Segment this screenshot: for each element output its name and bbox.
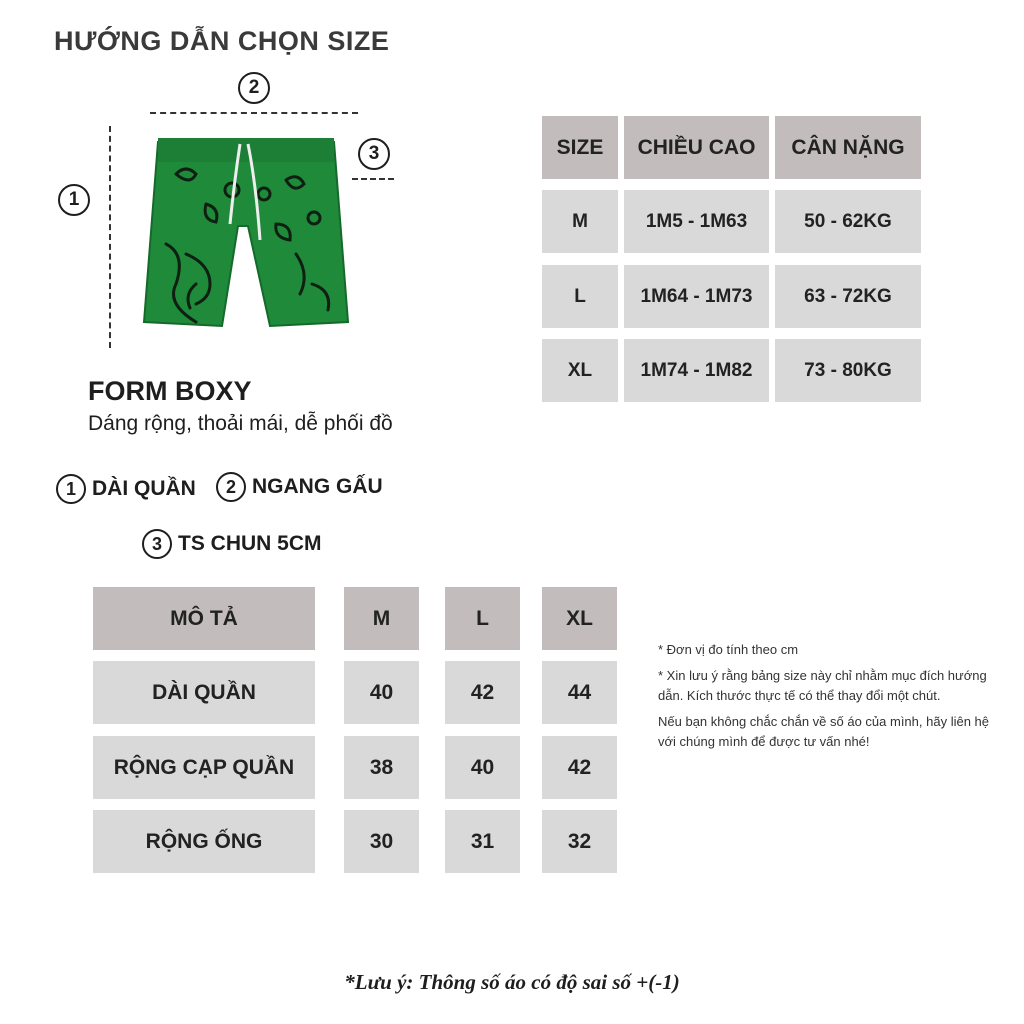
legend-item-length xyxy=(56,474,196,504)
value-cell: 31 xyxy=(445,810,520,873)
legend-label: DÀI QUẦN xyxy=(92,477,196,500)
form-title: FORM BOXY xyxy=(88,376,252,406)
description-header: MÔ TẢ xyxy=(93,587,315,650)
height-cell: 1M74 - 1M82 xyxy=(624,339,769,402)
note-contact: Nếu bạn không chắc chắn về số áo của mình, hãy liên hệ với chúng mình để được tư vấn nhé! xyxy=(658,714,989,749)
weight-cell: 73 - 80KG xyxy=(775,339,921,402)
note-unit: * Đơn vị đo tính theo cm xyxy=(658,642,799,657)
marker-length-number: 1 xyxy=(58,184,90,216)
size-cell: M xyxy=(542,190,618,253)
weight-header: CÂN NẶNG xyxy=(775,116,921,179)
height-cell: 1M5 - 1M63 xyxy=(624,190,769,253)
value-cell: 44 xyxy=(542,661,617,724)
length-dashed-line xyxy=(109,126,111,348)
weight-cell: 50 - 62KG xyxy=(775,190,921,253)
note-guide: * Xin lưu ý rằng bảng size này chỉ nhằm mục đích hướng dẫn. Kích thước thực tế có thể thay đổi một chút. xyxy=(658,668,987,703)
size-header: SIZE xyxy=(542,116,618,179)
waist-dashed-line xyxy=(352,178,394,180)
size-l-header: L xyxy=(445,587,520,650)
value-cell: 32 xyxy=(542,810,617,873)
size-m-header: M xyxy=(344,587,419,650)
weight-cell: 63 - 72KG xyxy=(775,265,921,328)
height-header: CHIỀU CAO xyxy=(624,116,769,179)
marker-hem-number: 2 xyxy=(238,72,270,104)
size-xl-header: XL xyxy=(542,587,617,650)
value-cell: 42 xyxy=(542,736,617,799)
height-cell: 1M64 - 1M73 xyxy=(624,265,769,328)
legend-number: 3 xyxy=(142,529,172,559)
notes xyxy=(658,640,998,758)
row-label: DÀI QUẦN xyxy=(93,661,315,724)
hem-dashed-line xyxy=(150,112,358,114)
page-title: HƯỚNG DẪN CHỌN SIZE xyxy=(54,26,390,56)
legend-number: 1 xyxy=(56,474,86,504)
legend-label: TS CHUN 5CM xyxy=(178,532,322,555)
legend-item-hem xyxy=(216,472,383,502)
footer-note: *Lưu ý: Thông số áo có độ sai số +(-1) xyxy=(344,970,680,994)
row-label: RỘNG CẠP QUẦN xyxy=(93,736,315,799)
size-cell: XL xyxy=(542,339,618,402)
value-cell: 30 xyxy=(344,810,419,873)
row-label: RỘNG ỐNG xyxy=(93,810,315,873)
value-cell: 42 xyxy=(445,661,520,724)
size-cell: L xyxy=(542,265,618,328)
shorts-image xyxy=(136,134,356,334)
value-cell: 40 xyxy=(344,661,419,724)
marker-waist-number: 3 xyxy=(358,138,390,170)
legend-label: NGANG GẤU xyxy=(252,475,383,498)
legend-number: 2 xyxy=(216,472,246,502)
legend-item-waist xyxy=(142,529,322,559)
value-cell: 38 xyxy=(344,736,419,799)
value-cell: 40 xyxy=(445,736,520,799)
form-description: Dáng rộng, thoải mái, dễ phối đồ xyxy=(88,412,393,435)
